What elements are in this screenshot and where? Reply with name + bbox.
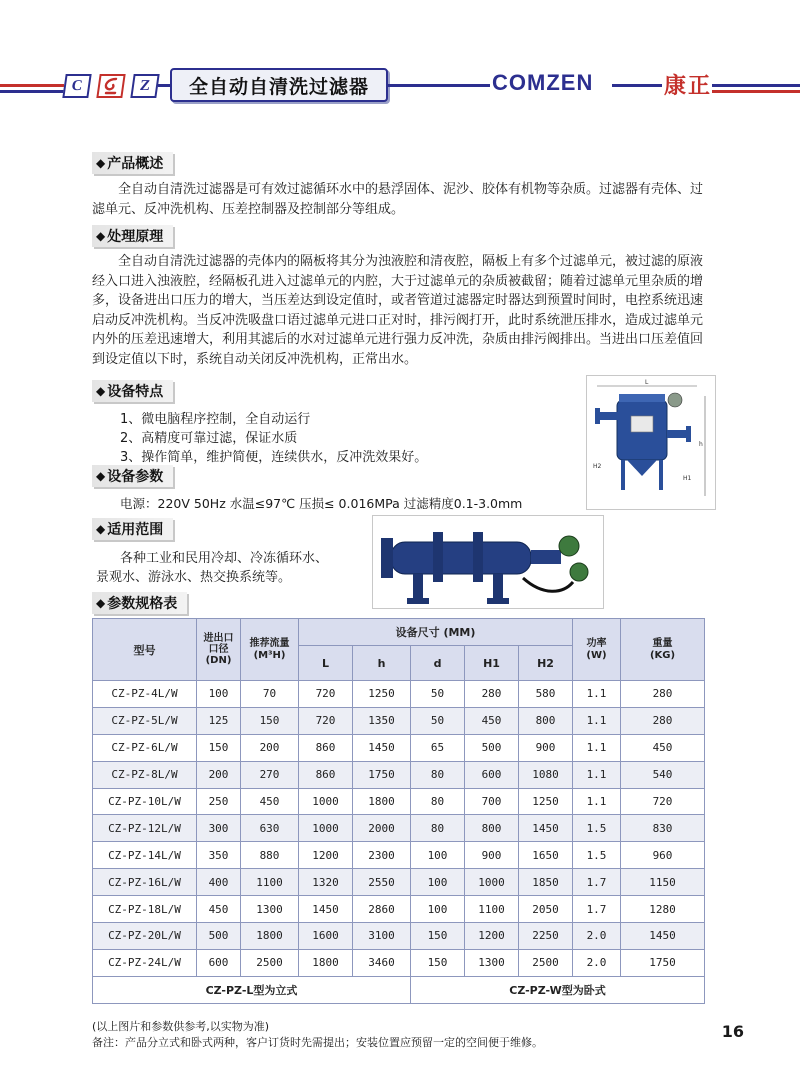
cell-d: 100	[411, 896, 465, 923]
cell-H1: 700	[465, 788, 519, 815]
cell-d: 150	[411, 949, 465, 976]
cell-flow: 630	[241, 815, 299, 842]
section-scope-heading	[92, 518, 173, 540]
vertical-filter-drawing	[587, 376, 715, 509]
section-title: 处理原理	[107, 229, 164, 245]
cell-power: 2.0	[573, 923, 621, 950]
col-header-power: 功率(W)	[573, 619, 621, 681]
cell-flow: 200	[241, 734, 299, 761]
section-overview-heading	[92, 152, 173, 174]
cell-H2: 800	[519, 707, 573, 734]
cell-dn: 250	[197, 788, 241, 815]
cell-model: CZ-PZ-4L/W	[93, 681, 197, 708]
cell-power: 1.1	[573, 681, 621, 708]
table-row	[93, 707, 705, 734]
diamond-bullet-icon: ◆	[96, 596, 106, 610]
section-spec-heading	[92, 592, 187, 614]
principle-text: 全自动自清洗过滤器的壳体内的隔板将其分为浊液腔和清夜腔，隔板上有多个过滤单元，被过滤的原液经入口进入浊液腔，经隔板孔进入过滤单元的内腔，大于过滤单元的杂质被截留；随着过滤单元里杂质的增多，设备进出口压力的增大，当压差达到设定值时，或者管道过滤器定时器达到预置时间时，电控系统迅速启动反冲洗机构。当反冲洗吸盘口语过滤单元进口正对时，排污阀打开，此时系统泄压排水，造成过滤单元内外的压差迅速增大，利用其滤后的水对过滤单元进行强力反冲洗，杂质由排污阀排出。当进出口压差值回到设定值以下时，系统自动关闭反冲洗机构，正常出水。	[92, 254, 704, 367]
cell-L: 860	[299, 761, 353, 788]
cell-dn: 300	[197, 815, 241, 842]
col-header-h: h	[353, 646, 411, 681]
section-title: 参数规格表	[107, 596, 178, 612]
cell-model: CZ-PZ-20L/W	[93, 923, 197, 950]
cell-model: CZ-PZ-18L/W	[93, 896, 197, 923]
section-features-heading	[92, 380, 173, 402]
cell-L: 720	[299, 707, 353, 734]
cell-H1: 450	[465, 707, 519, 734]
cell-H1: 1300	[465, 949, 519, 976]
cell-h: 1350	[353, 707, 411, 734]
cell-H1: 900	[465, 842, 519, 869]
vertical-filter-figure	[586, 375, 716, 510]
cell-h: 2000	[353, 815, 411, 842]
cell-weight: 280	[621, 707, 705, 734]
cell-weight: 960	[621, 842, 705, 869]
table-row	[93, 761, 705, 788]
col-header-H2: H2	[519, 646, 573, 681]
cell-power: 1.5	[573, 815, 621, 842]
feature-item: 2、高精度可靠过滤，保证水质	[120, 431, 298, 446]
logo-swirl-icon	[100, 76, 123, 96]
cell-model: CZ-PZ-8L/W	[93, 761, 197, 788]
diamond-bullet-icon: ◆	[96, 469, 106, 483]
cell-L: 1800	[299, 949, 353, 976]
col-header-H1: H1	[465, 646, 519, 681]
table-row	[93, 896, 705, 923]
cell-h: 1800	[353, 788, 411, 815]
table-row	[93, 923, 705, 950]
spec-table-body	[93, 681, 705, 977]
cell-H2: 1250	[519, 788, 573, 815]
cell-flow: 880	[241, 842, 299, 869]
cell-dn: 500	[197, 923, 241, 950]
col-header-L: L	[299, 646, 353, 681]
cell-flow: 1800	[241, 923, 299, 950]
params-text: 电源：220V 50Hz 水温≤97℃ 压损≤ 0.016MPa 过滤精度0.1-3.0mm	[120, 496, 523, 511]
cell-weight: 830	[621, 815, 705, 842]
header-rule-left-2	[0, 90, 64, 93]
cell-power: 1.7	[573, 896, 621, 923]
table-row	[93, 815, 705, 842]
diamond-bullet-icon: ◆	[96, 156, 106, 170]
cell-H1: 1200	[465, 923, 519, 950]
col-header-weight: 重量(KG)	[621, 619, 705, 681]
col-header-model: 型号	[93, 619, 197, 681]
cell-model: CZ-PZ-6L/W	[93, 734, 197, 761]
cell-H1: 280	[465, 681, 519, 708]
cell-power: 1.1	[573, 734, 621, 761]
dimension-label: h	[699, 441, 703, 448]
cell-weight: 1150	[621, 869, 705, 896]
cell-dn: 450	[197, 896, 241, 923]
cell-h: 2300	[353, 842, 411, 869]
header-rule-right-2	[712, 90, 800, 93]
col-header-d: d	[411, 646, 465, 681]
cell-model: CZ-PZ-24L/W	[93, 949, 197, 976]
cell-d: 80	[411, 815, 465, 842]
cell-H2: 580	[519, 681, 573, 708]
cell-h: 1250	[353, 681, 411, 708]
cell-dn: 125	[197, 707, 241, 734]
cell-weight: 1450	[621, 923, 705, 950]
cell-flow: 150	[241, 707, 299, 734]
cell-flow: 270	[241, 761, 299, 788]
cell-power: 1.1	[573, 761, 621, 788]
cell-H1: 1000	[465, 869, 519, 896]
cell-L: 1200	[299, 842, 353, 869]
cell-H2: 900	[519, 734, 573, 761]
page-title: 全自动自清洗过滤器	[170, 68, 388, 102]
footer-vertical-note: CZ-PZ-L型为立式	[93, 976, 411, 1003]
note-remark: 备注：产品分立式和卧式两种，客户订货时先需提出；安装位置应预留一定的空间便于维修。	[92, 1036, 543, 1049]
cell-dn: 150	[197, 734, 241, 761]
col-header-flow: 推荐流量(M³H)	[241, 619, 299, 681]
cell-d: 80	[411, 788, 465, 815]
overview-text: 全自动自清洗过滤器是可有效过滤循环水中的悬浮固体、泥沙、胶体有机物等杂质。过滤器有壳体、过滤单元、反冲洗机构、压差控制器及控制部分等组成。	[92, 182, 704, 217]
cell-h: 1450	[353, 734, 411, 761]
feature-item: 1、微电脑程序控制，全自动运行	[120, 412, 311, 427]
horizontal-filter-drawing	[373, 516, 603, 608]
cell-H2: 2500	[519, 949, 573, 976]
cell-power: 2.0	[573, 949, 621, 976]
cell-model: CZ-PZ-5L/W	[93, 707, 197, 734]
cell-h: 3460	[353, 949, 411, 976]
cell-weight: 720	[621, 788, 705, 815]
cell-h: 2550	[353, 869, 411, 896]
cell-H1: 500	[465, 734, 519, 761]
table-row	[93, 869, 705, 896]
col-header-size-group: 设备尺寸 (MM)	[299, 619, 573, 646]
diamond-bullet-icon: ◆	[96, 229, 106, 243]
header-rule-mid	[388, 84, 490, 87]
section-title: 适用范围	[107, 522, 164, 538]
page-number: 16	[721, 1022, 744, 1041]
cell-d: 65	[411, 734, 465, 761]
cell-H2: 1850	[519, 869, 573, 896]
scope-line: 景观水、游泳水、热交换系统等。	[96, 570, 292, 585]
table-row	[93, 788, 705, 815]
cell-weight: 1750	[621, 949, 705, 976]
cell-h: 3100	[353, 923, 411, 950]
cell-weight: 450	[621, 734, 705, 761]
section-principle-heading	[92, 225, 173, 247]
cell-L: 1000	[299, 788, 353, 815]
cell-model: CZ-PZ-16L/W	[93, 869, 197, 896]
section-title: 设备参数	[107, 469, 164, 485]
cell-L: 1320	[299, 869, 353, 896]
note-reference: (以上图片和参数供参考,以实物为准)	[92, 1020, 270, 1033]
header-rule-right	[712, 84, 800, 87]
cell-d: 50	[411, 681, 465, 708]
col-header-dn: 进出口口径(DN)	[197, 619, 241, 681]
cell-H1: 1100	[465, 896, 519, 923]
cell-dn: 100	[197, 681, 241, 708]
header-rule-left	[0, 84, 64, 87]
cell-H1: 600	[465, 761, 519, 788]
table-row	[93, 734, 705, 761]
table-row	[93, 842, 705, 869]
section-title: 产品概述	[107, 156, 164, 172]
cell-L: 860	[299, 734, 353, 761]
cell-h: 2860	[353, 896, 411, 923]
logo-letter-c: C	[62, 74, 91, 98]
section-title: 设备特点	[107, 384, 164, 400]
diamond-bullet-icon: ◆	[96, 384, 106, 398]
brand-name-en: COMZEN	[492, 70, 594, 95]
cell-H1: 800	[465, 815, 519, 842]
cell-flow: 450	[241, 788, 299, 815]
cell-model: CZ-PZ-14L/W	[93, 842, 197, 869]
cell-H2: 1650	[519, 842, 573, 869]
cell-H2: 1450	[519, 815, 573, 842]
cell-H2: 1080	[519, 761, 573, 788]
cell-power: 1.5	[573, 842, 621, 869]
section-params-heading	[92, 465, 173, 487]
cell-flow: 1300	[241, 896, 299, 923]
cell-weight: 1280	[621, 896, 705, 923]
feature-item: 3、操作简单，维护简便，连续供水，反冲洗效果好。	[120, 450, 428, 465]
cell-d: 100	[411, 869, 465, 896]
cell-dn: 400	[197, 869, 241, 896]
cell-d: 50	[411, 707, 465, 734]
cell-d: 80	[411, 761, 465, 788]
cell-weight: 280	[621, 681, 705, 708]
table-row	[93, 681, 705, 708]
cell-L: 1000	[299, 815, 353, 842]
cell-power: 1.1	[573, 707, 621, 734]
scope-line: 各种工业和民用冷却、冷冻循环水、	[120, 551, 329, 566]
dimension-label: L	[645, 379, 649, 386]
cell-d: 150	[411, 923, 465, 950]
cell-L: 720	[299, 681, 353, 708]
cell-power: 1.1	[573, 788, 621, 815]
cell-dn: 200	[197, 761, 241, 788]
cell-L: 1450	[299, 896, 353, 923]
horizontal-filter-figure	[372, 515, 604, 609]
diamond-bullet-icon: ◆	[96, 522, 106, 536]
cell-flow: 2500	[241, 949, 299, 976]
cell-d: 100	[411, 842, 465, 869]
logo-emblem	[96, 74, 125, 98]
cell-flow: 70	[241, 681, 299, 708]
logo-letter-z: Z	[130, 74, 159, 98]
cell-dn: 350	[197, 842, 241, 869]
footer-horizontal-note: CZ-PZ-W型为卧式	[411, 976, 705, 1003]
cell-h: 1750	[353, 761, 411, 788]
table-row	[93, 949, 705, 976]
spec-table	[92, 618, 705, 1004]
cell-H2: 2050	[519, 896, 573, 923]
cell-L: 1600	[299, 923, 353, 950]
header-rule-mid-right	[612, 84, 662, 87]
company-logo	[64, 72, 160, 100]
cell-H2: 2250	[519, 923, 573, 950]
dimension-label: H1	[683, 475, 692, 482]
cell-dn: 600	[197, 949, 241, 976]
cell-weight: 540	[621, 761, 705, 788]
cell-flow: 1100	[241, 869, 299, 896]
cell-power: 1.7	[573, 869, 621, 896]
cell-model: CZ-PZ-12L/W	[93, 815, 197, 842]
brand-name-cn: 康正	[664, 73, 713, 98]
cell-model: CZ-PZ-10L/W	[93, 788, 197, 815]
dimension-label: H2	[593, 463, 602, 470]
